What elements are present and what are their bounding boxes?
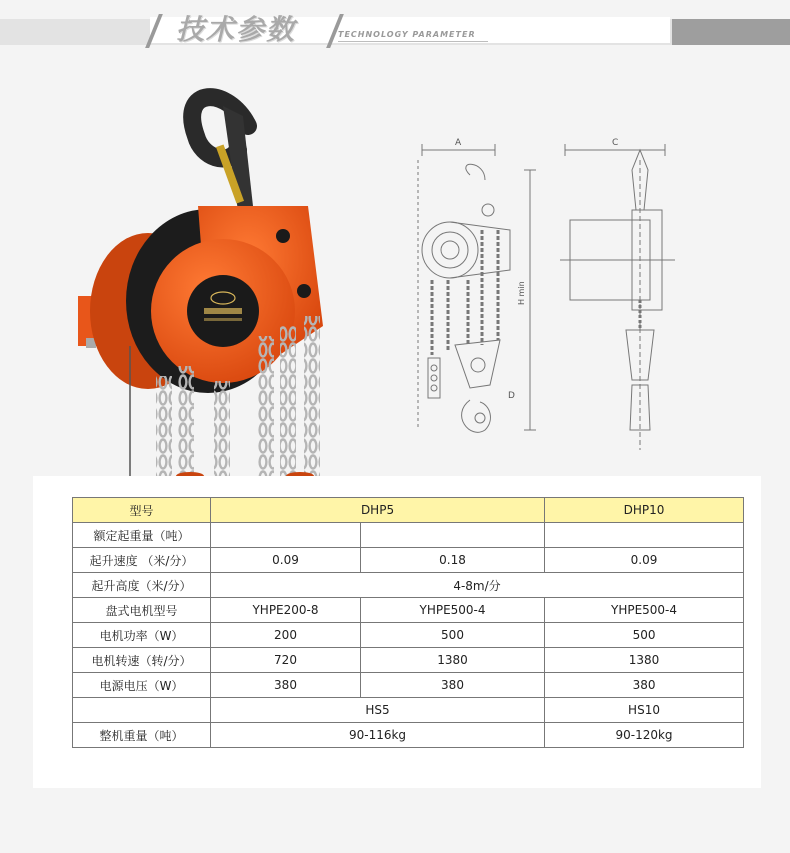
table-row (73, 573, 744, 598)
table-cell: 90-116kg (211, 723, 545, 748)
table-row (73, 548, 744, 573)
table-cell: 380 (361, 673, 545, 698)
table-cell: HS5 (211, 698, 545, 723)
hoist-diagram (400, 130, 690, 460)
table-cell: 500 (361, 623, 545, 648)
table-row (73, 673, 744, 698)
row-label: 盘式电机型号 (73, 598, 211, 623)
table-cell: 380 (545, 673, 744, 698)
dimension-label-h: H min (517, 281, 526, 305)
row-label: 起升高度（米/分） (73, 573, 211, 598)
row-label (73, 698, 211, 723)
header-dhp5: DHP5 (211, 498, 545, 523)
table-cell: 380 (211, 673, 361, 698)
header-model-label: 型号 (73, 498, 211, 523)
row-label: 电机转速（转/分） (73, 648, 211, 673)
table-cell (361, 523, 545, 548)
table-row (73, 598, 744, 623)
table-cell: YHPE500-4 (361, 598, 545, 623)
table-row (73, 698, 744, 723)
section-banner (0, 0, 790, 60)
table-cell: 0.09 (211, 548, 361, 573)
table-cell: 0.18 (361, 548, 545, 573)
spec-table (72, 497, 744, 748)
table-cell: 200 (211, 623, 361, 648)
table-cell: 0.09 (545, 548, 744, 573)
header-dhp10: DHP10 (545, 498, 744, 523)
hoist-photo (78, 86, 330, 478)
table-cell (211, 523, 361, 548)
table-cell: HS10 (545, 698, 744, 723)
row-label: 起升速度 （米/分） (73, 548, 211, 573)
table-row (73, 648, 744, 673)
dimension-label-d: D (508, 391, 515, 401)
table-header-row (73, 498, 744, 523)
row-label: 电机功率（W） (73, 623, 211, 648)
row-label: 整机重量（吨） (73, 723, 211, 748)
subtitle-underline (338, 41, 488, 42)
table-cell: 500 (545, 623, 744, 648)
table-row (73, 523, 744, 548)
dimension-label-a: A (455, 138, 462, 148)
table-cell: YHPE500-4 (545, 598, 744, 623)
table-cell: 90-120kg (545, 723, 744, 748)
table-cell: 1380 (545, 648, 744, 673)
table-row (73, 723, 744, 748)
section-title: 技术参数 (176, 13, 297, 46)
table-cell: 4-8m/分 (211, 573, 744, 598)
dimension-label-c: C (612, 138, 619, 148)
row-label: 电源电压（W） (73, 673, 211, 698)
row-label: 额定起重量（吨） (73, 523, 211, 548)
section-subtitle: TECHNOLOGY PARAMETER (338, 30, 476, 39)
table-cell: 720 (211, 648, 361, 673)
table-cell: 1380 (361, 648, 545, 673)
table-cell: YHPE200-8 (211, 598, 361, 623)
table-cell (545, 523, 744, 548)
table-row (73, 623, 744, 648)
banner-accent (672, 19, 790, 45)
